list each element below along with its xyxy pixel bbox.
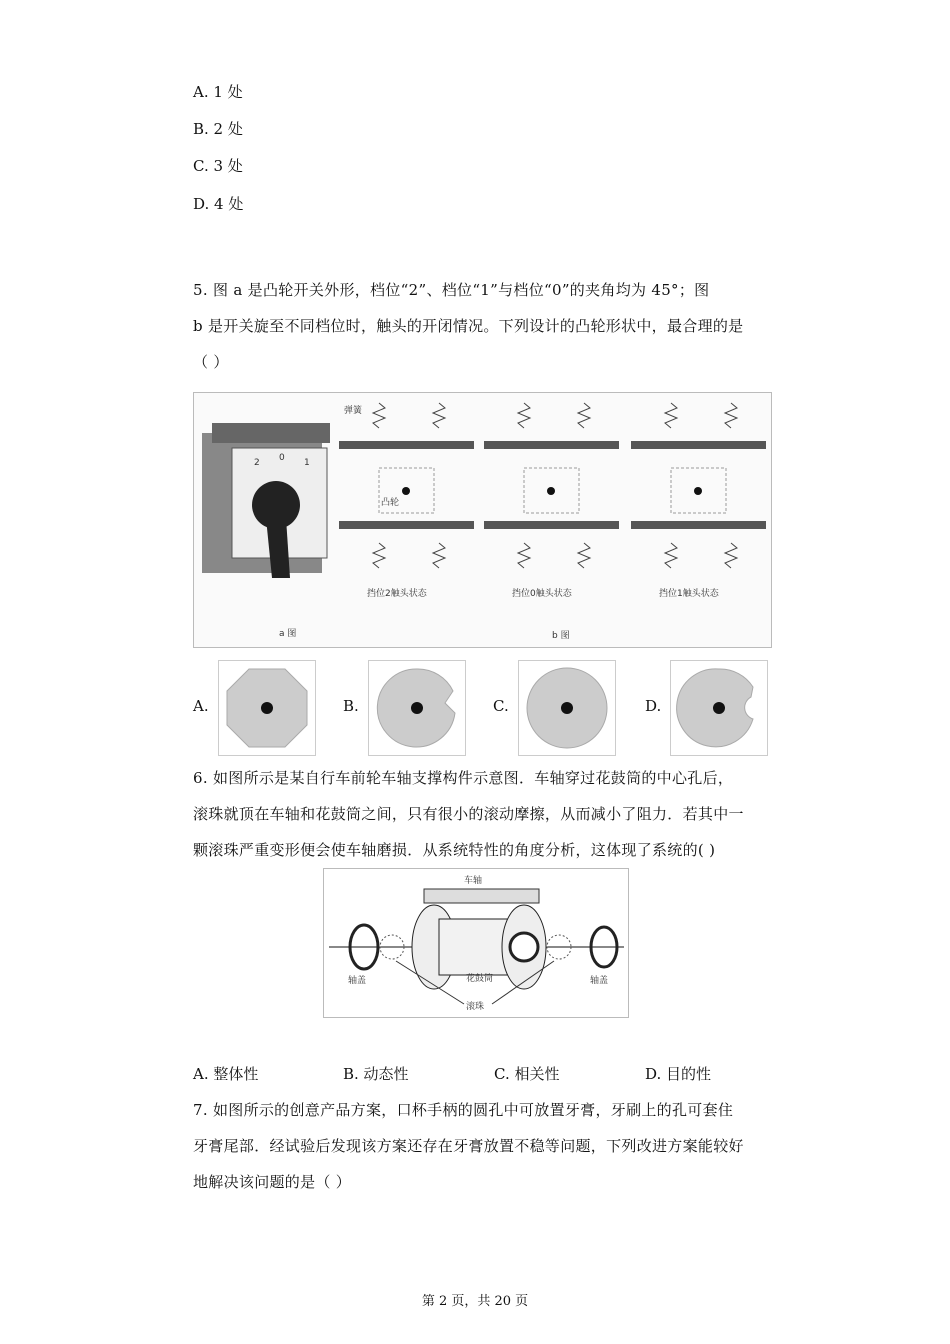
cam-switch-figure	[193, 392, 772, 648]
q6-option-c: C. 相关性	[494, 1065, 560, 1083]
caption-a: a 图	[279, 629, 297, 639]
state-label-1: 挡位1触头状态	[659, 589, 719, 599]
q5-option-d-label: D.	[645, 697, 662, 715]
balls-label: 滚珠	[466, 1002, 485, 1012]
q5-line-2: b 是开关旋至不同档位时，触头的开闭情况。下列设计的凸轮形状中，最合理的是	[193, 317, 744, 335]
q5-line-1: 5. 图 a 是凸轮开关外形，档位“2”、档位“1”与档位“0”的夹角均为 45°；图	[193, 281, 710, 299]
q7-line-2: 牙膏尾部．经试验后发现该方案还存在牙膏放置不稳等问题，下列改进方案能较好	[193, 1137, 744, 1155]
q4-option-c: C. 3 处	[193, 157, 243, 175]
q5-line-3: （ ）	[193, 353, 229, 371]
bike-hub-diagram	[324, 869, 628, 1017]
bike-hub-figure	[323, 868, 629, 1018]
dial-mark-1: 1	[304, 458, 310, 468]
cam-option-a	[218, 660, 316, 756]
q5-option-c-label: C.	[493, 697, 509, 715]
axle-label: 车轴	[464, 876, 483, 886]
question-5-text	[193, 272, 793, 380]
contact-state-0	[484, 403, 619, 599]
dial-mark-2: 2	[254, 458, 260, 468]
q7-line-3: 地解决该问题的是（ ）	[193, 1173, 352, 1191]
caption-b: b 图	[552, 631, 570, 641]
contact-state-1	[631, 403, 766, 599]
q6-line-2: 滚珠就顶在车轴和花鼓筒之间，只有很小的滚动摩擦，从而减小了阻力．若其中一	[193, 805, 744, 823]
q5-option-b-label: B.	[343, 697, 359, 715]
question-7-text	[193, 1092, 793, 1200]
contact-state-2	[339, 403, 474, 599]
cap-left-label: 轴盖	[348, 976, 367, 986]
q4-option-d: D. 4 处	[193, 195, 244, 213]
q7-line-1: 7. 如图所示的创意产品方案，口杯手柄的圆孔中可放置牙膏，牙刷上的孔可套住	[193, 1101, 734, 1119]
dial-mark-0: 0	[279, 453, 285, 463]
page-footer: 第 2 页，共 20 页	[421, 1294, 529, 1309]
cap-right-label: 轴盖	[590, 976, 609, 986]
hub-label: 花鼓筒	[466, 974, 494, 984]
q6-line-1: 6. 如图所示是某自行车前轮车轴支撑构件示意图．车轴穿过花鼓筒的中心孔后，	[193, 769, 734, 787]
q6-option-d: D. 目的性	[645, 1065, 712, 1083]
cam-option-d	[670, 660, 768, 756]
q5-option-a-label: A.	[193, 697, 209, 715]
state-label-0: 挡位0触头状态	[512, 589, 572, 599]
q4-option-a: A. 1 处	[193, 83, 243, 101]
question-6-text	[193, 760, 793, 868]
cam-option-c	[518, 660, 616, 756]
cam-label: 凸轮	[381, 498, 400, 508]
q6-option-a: A. 整体性	[193, 1065, 259, 1083]
spring-label: 弹簧	[344, 406, 363, 416]
cam-switch-diagram	[194, 393, 771, 647]
cam-option-b	[368, 660, 466, 756]
state-label-2: 挡位2触头状态	[367, 589, 427, 599]
q6-option-b: B. 动态性	[343, 1065, 409, 1083]
q6-line-3: 颗滚珠严重变形便会使车轴磨损．从系统特性的角度分析，这体现了系统的( )	[193, 841, 716, 859]
cam-switch-photo	[202, 423, 330, 578]
q4-option-b: B. 2 处	[193, 120, 243, 138]
